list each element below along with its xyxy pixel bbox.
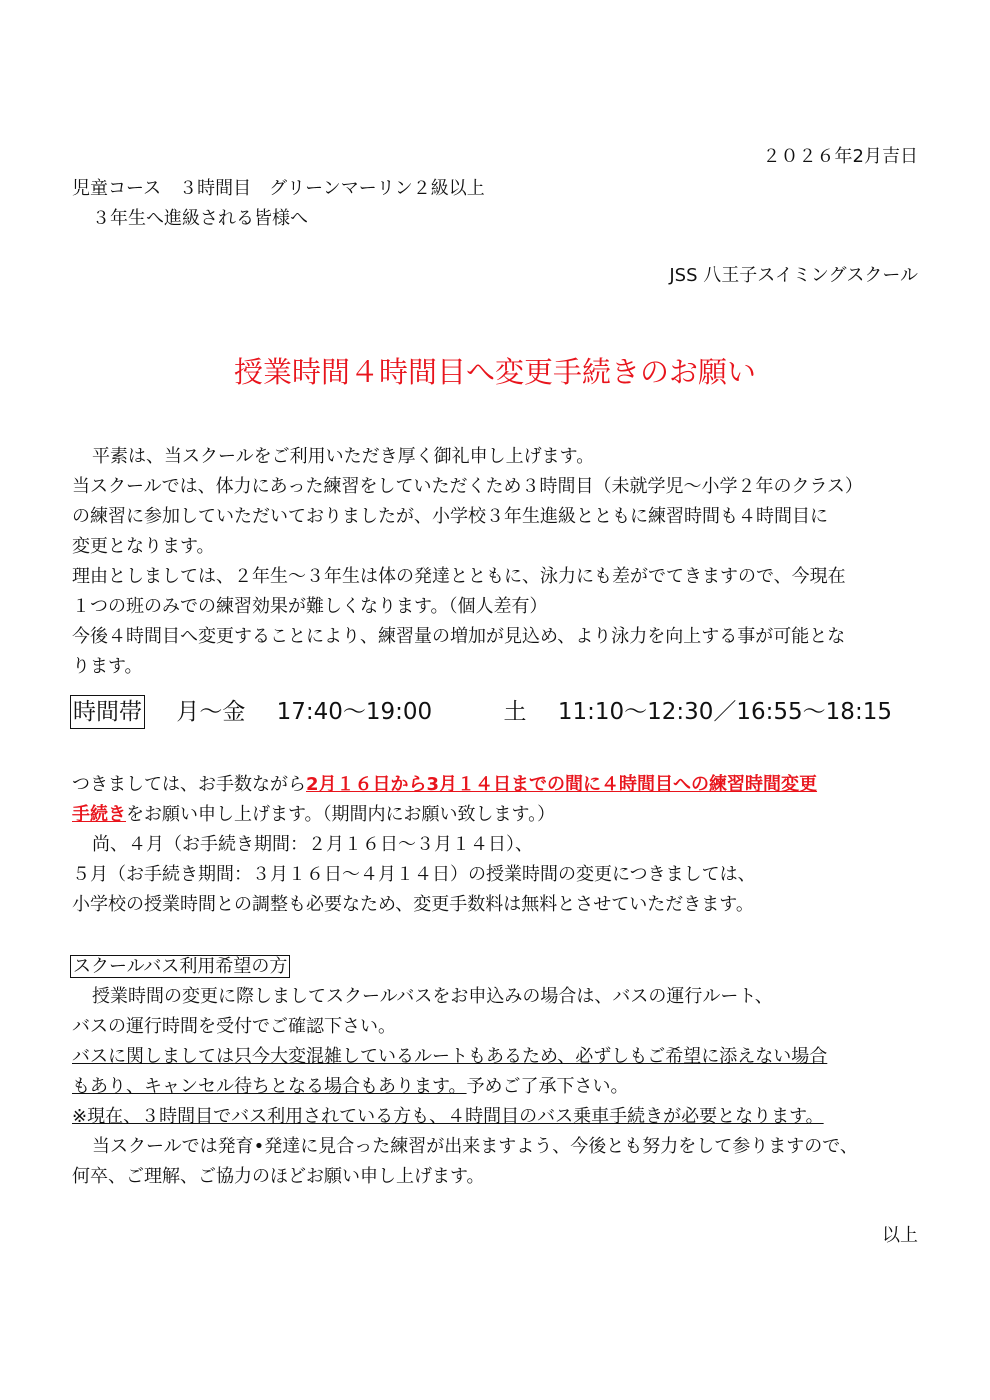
bus-line-4 — [72, 1074, 629, 1100]
procedure-line-5: 小学校の授業時間との調整も必要なため、変更手数料は無料とさせていただきます。 — [72, 894, 754, 915]
body-line-3: の練習に参加していただいておりましたが、小学校３年生進級とともに練習時間も４時間目に — [72, 506, 828, 527]
procedure-line-4: ５月（お手続き期間：３月１６日～４月１４日）の授業時間の変更につきましては、 — [72, 864, 756, 885]
bus-line-4-underlined: もあり、キャンセル待ちとなる場合もあります。 — [72, 1076, 467, 1097]
body-line-1: 平素は、当スクールをご利用いただき厚く御礼申し上げます。 — [92, 446, 595, 467]
body-line-2: 当スクールでは、体力にあった練習をしていただくため３時間目（未就学児～小学２年のクラス） — [72, 476, 863, 497]
procedure-request: をお願い申し上げます。（期間内にお願い致します。） — [126, 804, 556, 825]
closing-line-2: 何卒、ご理解、ご協力のほどお願い申し上げます。 — [72, 1166, 485, 1187]
bus-line-2: バスの運行時間を受付でご確認下さい。 — [72, 1016, 396, 1037]
recipient-group: ３年生へ進級される皆様へ — [92, 208, 308, 229]
procedure-line-3: 尚、４月（お手続き期間：２月１６日～３月１４日）、 — [92, 834, 533, 855]
bus-heading — [70, 954, 290, 980]
body-line-8: ります。 — [72, 656, 143, 677]
body-line-6: １つの班のみでの練習効果が難しくなります。（個人差有） — [72, 596, 548, 617]
schedule-weekday: 月～金 — [176, 699, 246, 725]
schedule-weekday-time: 17:40～19:00 — [276, 699, 433, 725]
procedure-line-1 — [72, 772, 817, 798]
schedule-saturday: 土 — [503, 699, 527, 725]
bus-line-1: 授業時間の変更に際しましてスクールバスをお申込みの場合は、バスの運行ルート、 — [92, 986, 773, 1007]
bus-line-3: バスに関しましては只今大変混雑しているルートもあるため、必ずしもご希望に添えない場合 — [72, 1046, 828, 1067]
schedule-saturday-time: 11:10～12:30／16:55～18:15 — [557, 699, 892, 725]
bus-heading-label: スクールバス利用希望の方 — [70, 955, 290, 978]
body-line-5: 理由としましては、２年生～３年生は体の発達とともに、泳力にも差がでてきますので、今現在 — [72, 566, 846, 587]
recipient-course: 児童コース ３時間目 グリーンマーリン２級以上 — [72, 178, 485, 199]
schedule-label: 時間帯 — [70, 695, 145, 729]
procedure-highlight-end: 手続き — [72, 804, 126, 825]
procedure-prefix: つきましては、お手数ながら — [72, 774, 306, 795]
body-line-7: 今後４時間目へ変更することにより、練習量の増加が見込め、より泳力を向上する事が可能とな — [72, 626, 846, 647]
procedure-line-2 — [72, 802, 555, 828]
bus-line-5: ※現在、３時間目でバス利用されている方も、４時間目のバス乗車手続きが必要となります。 — [72, 1106, 824, 1127]
document-title: 授業時間４時間目へ変更手続きのお願い — [233, 355, 756, 389]
closing-line-1: 当スクールでは発育•発達に見合った練習が出来ますよう、今後とも努力をして参りますので、 — [92, 1136, 858, 1157]
schedule-row — [70, 695, 892, 729]
body-line-4: 変更となります。 — [72, 536, 215, 557]
closing-end: 以上 — [882, 1225, 918, 1246]
sender: JSS 八王子スイミングスクール — [669, 265, 918, 286]
bus-line-4-rest: 予めご了承下さい。 — [466, 1076, 629, 1097]
document-date: ２０２６年2月吉日 — [762, 146, 918, 167]
procedure-period-highlight: 2月１６日から3月１４日までの間に４時間目への練習時間変更 — [306, 774, 818, 795]
